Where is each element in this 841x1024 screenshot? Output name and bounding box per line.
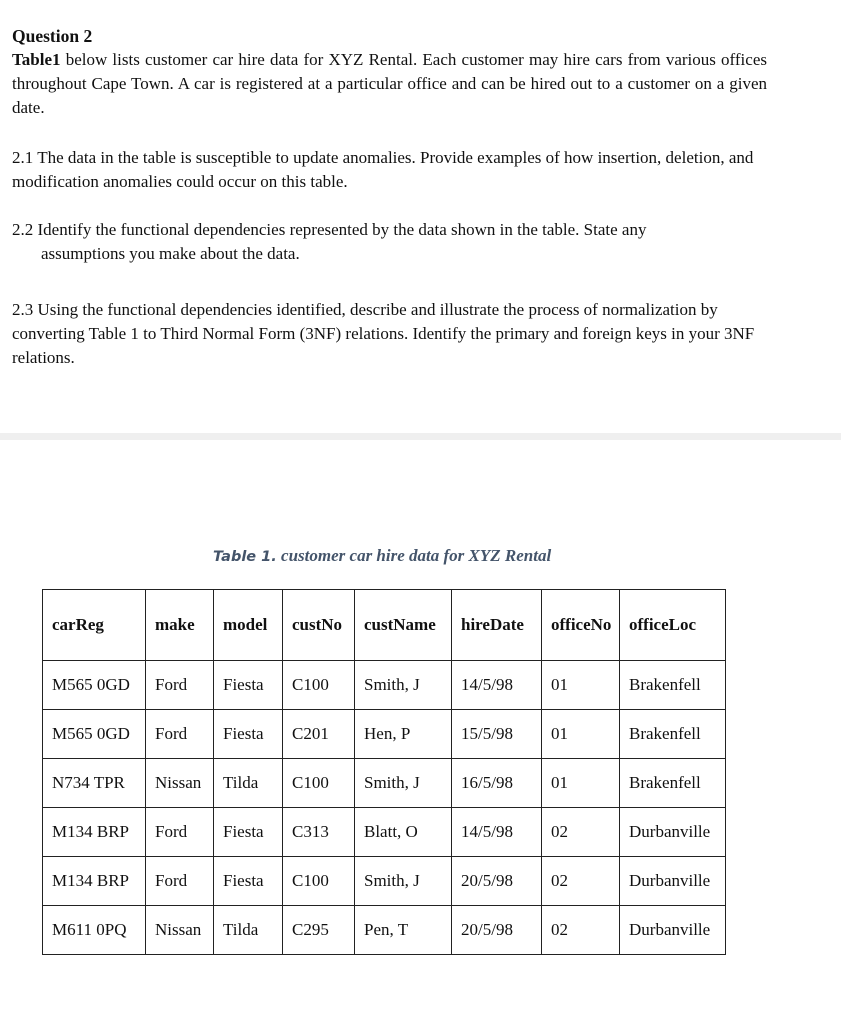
part-2-2-line1: 2.2 Identify the functional dependencies represented by the data shown in the table. State any	[12, 220, 647, 239]
header-model: model	[214, 590, 283, 661]
cell-custname: Smith, J	[355, 759, 452, 808]
cell-officeno: 01	[542, 759, 620, 808]
cell-custname: Smith, J	[355, 661, 452, 710]
table-row	[43, 906, 726, 955]
cell-hiredate: 14/5/98	[452, 661, 542, 710]
cell-officeloc: Durbanville	[620, 906, 726, 955]
cell-officeno: 01	[542, 661, 620, 710]
cell-model: Fiesta	[214, 661, 283, 710]
caption-text: customer car hire data for XYZ Rental	[276, 546, 552, 565]
cell-model: Tilda	[214, 906, 283, 955]
cell-officeloc: Brakenfell	[620, 759, 726, 808]
table-row	[43, 759, 726, 808]
cell-model: Tilda	[214, 759, 283, 808]
cell-hiredate: 15/5/98	[452, 710, 542, 759]
cell-officeloc: Durbanville	[620, 808, 726, 857]
intro-table-ref: Table1	[12, 50, 61, 69]
part-2-2-line2: assumptions you make about the data.	[41, 244, 300, 263]
table-caption	[213, 546, 551, 566]
cell-hiredate: 16/5/98	[452, 759, 542, 808]
cell-hiredate: 20/5/98	[452, 906, 542, 955]
cell-custno: C201	[283, 710, 355, 759]
intro-text: below lists customer car hire data for XYZ Rental. Each customer may hire cars from various offices throughout Cape Town. A car is registered at a particular office and can be hired out to a customer on a given date.	[12, 50, 767, 117]
cell-custno: C100	[283, 661, 355, 710]
part-2-1: 2.1 The data in the table is susceptible to update anomalies. Provide examples of how insertion, deletion, and modification anomalies could occur on this table.	[12, 148, 754, 191]
cell-officeloc: Brakenfell	[620, 710, 726, 759]
cell-custno: C295	[283, 906, 355, 955]
part-2-2	[12, 218, 767, 266]
car-hire-table	[42, 589, 726, 955]
cell-carreg: M565 0GD	[43, 661, 146, 710]
cell-model: Fiesta	[214, 710, 283, 759]
header-custno: custNo	[283, 590, 355, 661]
cell-make: Nissan	[146, 906, 214, 955]
cell-custname: Smith, J	[355, 857, 452, 906]
page-divider	[0, 433, 841, 440]
header-carreg: carReg	[43, 590, 146, 661]
header-officeloc: officeLoc	[620, 590, 726, 661]
caption-label: Table 1.	[213, 549, 277, 565]
question-title: Question 2	[12, 26, 93, 46]
cell-make: Ford	[146, 808, 214, 857]
cell-custname: Pen, T	[355, 906, 452, 955]
cell-hiredate: 20/5/98	[452, 857, 542, 906]
cell-officeno: 02	[542, 808, 620, 857]
question-intro	[12, 48, 767, 120]
cell-make: Nissan	[146, 759, 214, 808]
cell-custno: C313	[283, 808, 355, 857]
cell-custname: Blatt, O	[355, 808, 452, 857]
cell-officeno: 02	[542, 857, 620, 906]
cell-officeloc: Durbanville	[620, 857, 726, 906]
cell-carreg: M134 BRP	[43, 808, 146, 857]
table-row	[43, 808, 726, 857]
cell-make: Ford	[146, 661, 214, 710]
cell-make: Ford	[146, 710, 214, 759]
cell-officeno: 02	[542, 906, 620, 955]
cell-custno: C100	[283, 759, 355, 808]
cell-carreg: M565 0GD	[43, 710, 146, 759]
header-officeno: officeNo	[542, 590, 620, 661]
part-2-3: 2.3 Using the functional dependencies identified, describe and illustrate the process of normalization by converting Table 1 to Third Normal Form (3NF) relations. Identify the primary and foreign keys in your 3NF relations.	[12, 300, 755, 367]
cell-make: Ford	[146, 857, 214, 906]
header-custname: custName	[355, 590, 452, 661]
header-make: make	[146, 590, 214, 661]
cell-model: Fiesta	[214, 808, 283, 857]
cell-carreg: N734 TPR	[43, 759, 146, 808]
cell-model: Fiesta	[214, 857, 283, 906]
table-header-row	[43, 590, 726, 661]
cell-hiredate: 14/5/98	[452, 808, 542, 857]
table-row	[43, 661, 726, 710]
table-row	[43, 857, 726, 906]
cell-custno: C100	[283, 857, 355, 906]
cell-carreg: M134 BRP	[43, 857, 146, 906]
header-hiredate: hireDate	[452, 590, 542, 661]
cell-officeloc: Brakenfell	[620, 661, 726, 710]
cell-carreg: M611 0PQ	[43, 906, 146, 955]
cell-officeno: 01	[542, 710, 620, 759]
table-row	[43, 710, 726, 759]
question-block	[12, 24, 772, 120]
cell-custname: Hen, P	[355, 710, 452, 759]
